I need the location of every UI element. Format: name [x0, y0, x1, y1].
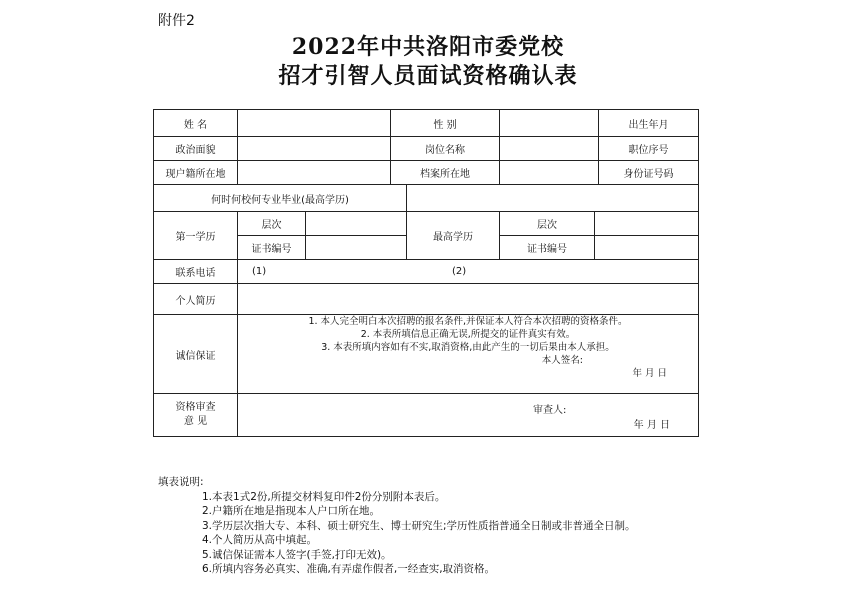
phone-2: (2): [452, 266, 467, 277]
household-label: 现户籍所在地: [154, 161, 238, 185]
birth-label: 出生年月: [628, 119, 669, 131]
highest-level-label: 层次: [500, 212, 595, 236]
honesty-label: 诚信保证: [154, 315, 238, 394]
id-cell: [500, 161, 699, 185]
name-field[interactable]: [238, 110, 391, 137]
highest-degree-label: 最高学历: [407, 212, 500, 260]
highest-level-field[interactable]: [595, 212, 699, 236]
first-level-field[interactable]: [306, 212, 407, 236]
phone-field[interactable]: [238, 260, 699, 284]
school-label: 何时何校何专业毕业(最高学历): [154, 185, 407, 212]
archive-field[interactable]: [500, 161, 599, 184]
instruction-item: 5.诚信保证需本人签字(手签,打印无效)。: [202, 548, 392, 561]
audit-label-line-2: 意 见: [183, 416, 208, 427]
honesty-date: 年 月 日: [632, 368, 667, 379]
id-label: 身份证号码: [623, 169, 674, 180]
audit-date: 年 月 日: [633, 420, 670, 431]
instruction-item: 6.所填内容务必真实、准确,有弄虚作假者,一经查实,取消资格。: [202, 563, 496, 575]
archive-label: 档案所在地: [391, 161, 500, 185]
resume-label: 个人简历: [154, 284, 238, 315]
highest-cert-label: 证书编号: [500, 236, 595, 260]
attachment-label: 附件2: [158, 13, 195, 29]
highest-cert-field[interactable]: [595, 236, 699, 260]
political-field[interactable]: [238, 137, 391, 161]
instructions: [158, 475, 636, 577]
honesty-statement: [238, 315, 699, 394]
phone-label: 联系电话: [154, 260, 238, 284]
audit-label: [154, 394, 238, 437]
name-label: 姓 名: [154, 110, 238, 137]
reviewer-label: 审查人:: [533, 405, 567, 416]
resume-field[interactable]: [238, 284, 699, 315]
audit-label-line-1: 资格审查: [175, 402, 216, 413]
signature-label: 本人签名:: [541, 355, 583, 366]
phone-1: (1): [252, 266, 267, 277]
school-field[interactable]: [407, 185, 699, 212]
honesty-line-3: 3. 本表所填内容如有不实,取消资格,由此产生的一切后果由本人承担。: [321, 342, 615, 353]
instruction-item: 4.个人简历从高中填起。: [202, 534, 318, 546]
first-level-label: 层次: [238, 212, 306, 236]
qualification-form: [153, 109, 699, 437]
first-cert-label: 证书编号: [238, 236, 306, 260]
household-field[interactable]: [238, 161, 391, 185]
political-label: 政治面貌: [154, 137, 238, 161]
position-code-label: 职位序号: [628, 145, 669, 156]
instruction-item: 3.学历层次指大专、本科、硕士研究生、博士研究生;学历性质指普通全日制或非普通全日制。: [202, 519, 636, 532]
title-line-2: 招才引智人员面试资格确认表: [278, 63, 578, 89]
honesty-line-1: 1. 本人完全明白本次招聘的报名条件,并保证本人符合本次招聘的资格条件。: [308, 316, 628, 327]
title-line-1: 2022年中共洛阳市委党校: [291, 34, 565, 60]
instruction-item: 2.户籍所在地是指现本人户口所在地。: [202, 505, 381, 517]
gender-field[interactable]: [500, 110, 599, 136]
instructions-heading: 填表说明:: [158, 476, 204, 488]
first-degree-label: 第一学历: [154, 212, 238, 260]
position-name-label: 岗位名称: [391, 137, 500, 161]
instruction-item: 1.本表1式2份,所提交材料复印件2份分别附本表后。: [202, 490, 446, 503]
gender-birth-cell: [500, 110, 699, 137]
position-name-field[interactable]: [500, 137, 599, 160]
audit-field[interactable]: [238, 394, 699, 437]
position-code-cell: [500, 137, 699, 161]
first-cert-field[interactable]: [306, 236, 407, 260]
honesty-line-2: 2. 本表所填信息正确无误,所提交的证件真实有效。: [360, 329, 576, 340]
gender-label: 性 别: [391, 110, 500, 137]
